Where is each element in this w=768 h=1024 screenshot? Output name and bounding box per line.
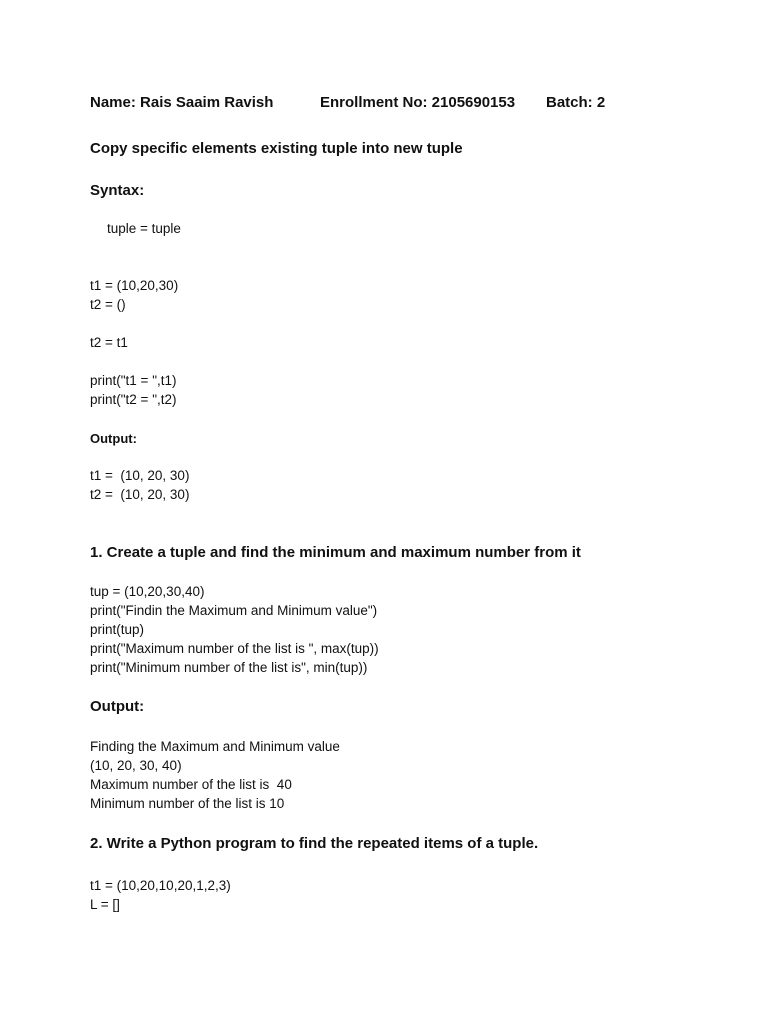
enrollment-number: Enrollment No: 2105690153 (320, 94, 516, 111)
syntax-label: Syntax: (90, 182, 145, 199)
code-line: print(tup) (90, 622, 145, 637)
syntax-line: tuple = tuple (107, 221, 181, 236)
output-label: Output: (90, 698, 145, 715)
section1-title: 1. Create a tuple and find the minimum and maximum number from it (90, 544, 581, 561)
output-line: Minimum number of the list is 10 (90, 796, 285, 811)
header-row (90, 94, 650, 114)
code-line: print("Minimum number of the list is", min(tup)) (90, 660, 368, 675)
code-line: print("t2 = ",t2) (90, 392, 177, 407)
output-line: Finding the Maximum and Minimum value (90, 739, 340, 754)
output-label: Output: (90, 431, 137, 446)
output-line: (10, 20, 30, 40) (90, 758, 182, 773)
output-line: t1 = (10, 20, 30) (90, 468, 190, 483)
section2-title: 2. Write a Python program to find the repeated items of a tuple. (90, 835, 539, 852)
code-line: print("t1 = ",t1) (90, 373, 177, 388)
output-line: Maximum number of the list is 40 (90, 777, 292, 792)
code-line: L = [] (90, 897, 120, 912)
code-line: t2 = () (90, 297, 126, 312)
code-line: t1 = (10,20,30) (90, 278, 179, 293)
batch-number: Batch: 2 (546, 94, 606, 111)
section0-title: Copy specific elements existing tuple into new tuple (90, 140, 463, 157)
code-line: t1 = (10,20,10,20,1,2,3) (90, 878, 231, 893)
student-name: Name: Rais Saaim Ravish (90, 94, 274, 111)
code-line: t2 = t1 (90, 335, 128, 350)
code-line: print("Maximum number of the list is ", max(tup)) (90, 641, 379, 656)
output-line: t2 = (10, 20, 30) (90, 487, 190, 502)
code-line: tup = (10,20,30,40) (90, 584, 205, 599)
code-line: print("Findin the Maximum and Minimum value") (90, 603, 378, 618)
